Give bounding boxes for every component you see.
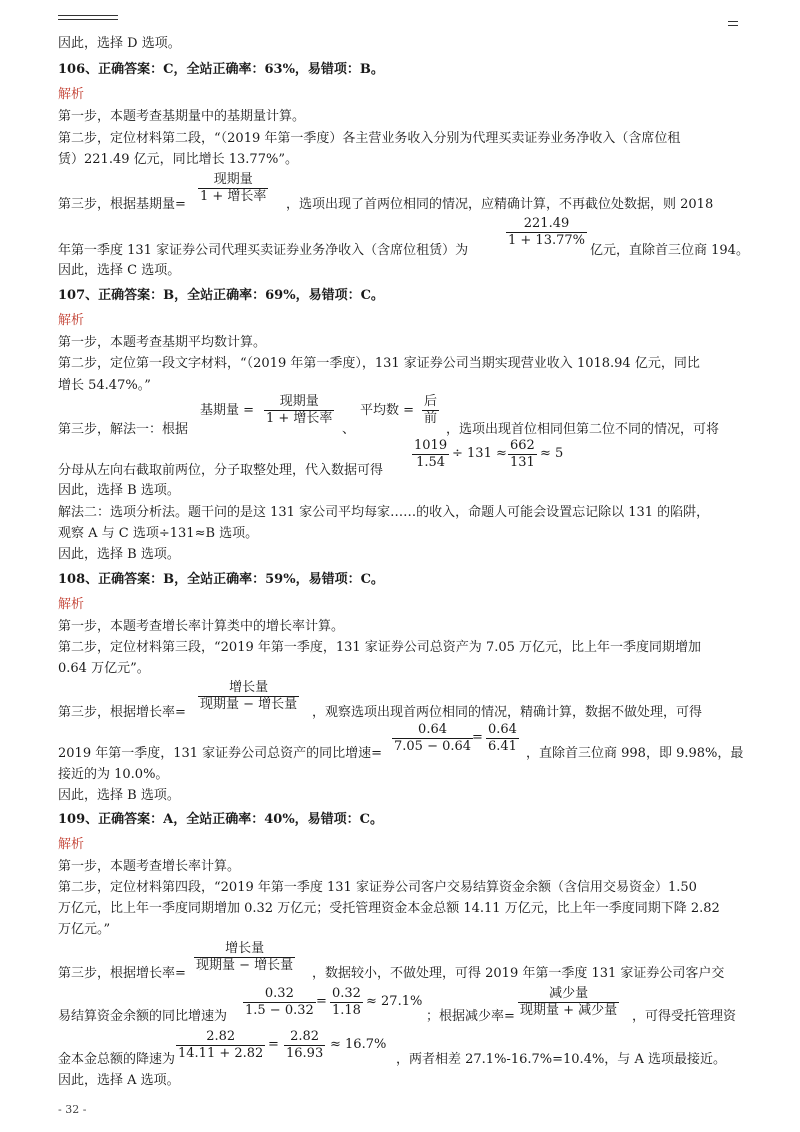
text-line: 因此，选择 A 选项。 [58, 1073, 180, 1088]
header-rule [58, 15, 118, 16]
formula-fraction: 现期量 1 + 增长率 [266, 394, 333, 426]
header-rule [58, 19, 118, 20]
formula-fraction: $\frac{2.82}{14.11 + 2.82}$ [178, 1029, 264, 1061]
text-line: 因此，选择 B 选项。 [58, 547, 180, 562]
formula-fraction: $\frac{0.64}{7.05 - 0.64}$ [394, 722, 472, 754]
text-line: 观察 A 与 C 选项÷131≈B 选项。 [58, 526, 259, 541]
text-line: 年第一季度 131 家证券公司代理买卖证券业务净收入（含席位租赁）为 [58, 243, 469, 258]
formula-fraction: $\frac{0.32}{1.5 - 0.32}$ [245, 986, 314, 1018]
formula-operator: = [472, 730, 483, 745]
text-line: 增长 54.47%。” [58, 378, 151, 393]
analysis-label: 解析 [58, 597, 85, 612]
formula-fraction: $\frac{0.64}{6.41}$ [488, 722, 517, 754]
text-line: ，两者相差 27.1%-16.7%=10.4%，与 A 选项最接近。 [396, 1052, 726, 1067]
formula-fraction: $\frac{662}{131}$ [510, 438, 535, 470]
question-heading-108: 108、正确答案：B，全站正确率：59%，易错项：C。 [58, 572, 384, 587]
text-line: ，选项出现首位相同但第二位不同的情况，可将 [446, 422, 720, 437]
analysis-label: 解析 [58, 837, 85, 852]
text-line: 金本金总额的降速为 [58, 1052, 176, 1067]
analysis-label: 解析 [58, 87, 85, 102]
text-line: 第三步，根据基期量= [58, 197, 186, 212]
formula-label: 基期量 = [200, 403, 255, 418]
text-line: 第二步，定位材料第四段，“2019 年第一季度 131 家证券公司客户交易结算资金余额（含信用交易资金）1.50 [58, 880, 697, 895]
text-line: 第三步，解法一：根据 [58, 422, 189, 437]
text-line: 第二步，定位材料第三段，“2019 年第一季度，131 家证券公司总资产为 7.05 万亿元，比上年一季度同期增加 [58, 640, 702, 655]
formula-operator: = [316, 994, 327, 1009]
header-mark [728, 25, 738, 26]
formula-operator: ÷ 131 ≈ [452, 446, 507, 461]
text-line: 第二步，定位第一段文字材料，“（2019 年第一季度），131 家证券公司当期实现营业收入 1018.94 亿元，同比 [58, 356, 700, 371]
formula-fraction: $\frac{0.32}{1.18}$ [332, 986, 361, 1018]
text-line: 赁）221.49 亿元，同比增长 13.77%”。 [58, 152, 298, 167]
formula-operator: ≈ 27.1% [366, 994, 423, 1009]
formula-fraction: $\frac{1019}{1.54}$ [414, 438, 448, 470]
header-mark [728, 21, 738, 22]
formula-label: 平均数 = [360, 403, 415, 418]
text-line: 接近的为 10.0%。 [58, 767, 169, 782]
question-heading-106: 106、正确答案：C，全站正确率：63%，易错项：B。 [58, 62, 384, 77]
text-line: 因此，选择 B 选项。 [58, 788, 180, 803]
text-line: 万亿元。” [58, 922, 111, 937]
formula-fraction: 减少量 现期量 + 减少量 [520, 986, 618, 1018]
question-heading-107: 107、正确答案：B，全站正确率：69%，易错项：C。 [58, 288, 384, 303]
formula-fraction: 后 前 [424, 394, 438, 426]
text-line: 因此，选择 C 选项。 [58, 263, 181, 278]
text-line: 亿元，直除首三位商 194。 [590, 243, 749, 258]
text-line: 2019 年第一季度，131 家证券公司总资产的同比增速= [58, 746, 383, 761]
question-heading-109: 109、正确答案：A，全站正确率：40%，易错项：C。 [58, 812, 384, 827]
formula-fraction: $\frac{2.82}{16.93}$ [286, 1029, 324, 1061]
formula-fraction: 增长量 现期量 − 增长量 [196, 941, 294, 973]
formula-operator: = [268, 1037, 279, 1052]
analysis-label: 解析 [58, 313, 85, 328]
text-line: 分母从左向右截取前两位，分子取整处理，代入数据可得 [58, 463, 384, 478]
formula-fraction: 现期量 1 + 增长率 [200, 172, 267, 204]
text-line: 第三步，根据增长率= [58, 966, 186, 981]
text-line: ，可得受托管理资 [632, 1009, 737, 1024]
text-line: 第三步，根据增长率= [58, 705, 186, 720]
text-line: 0.64 万亿元”。 [58, 661, 150, 676]
text-line: 解法二：选项分析法。题干问的是这 131 家公司平均每家……的收入，命题人可能会设置忘记除以 131 的陷阱， [58, 505, 710, 520]
formula-operator: ≈ 16.7% [330, 1037, 387, 1052]
text-line: ，选项出现了首两位相同的情况，应精确计算，不再截位处数据，则 2018 [286, 197, 714, 212]
text-line: ；根据减少率= [426, 1009, 515, 1024]
text-line: ，数据较小，不做处理，可得 2019 年第一季度 131 家证券公司客户交 [312, 966, 725, 981]
text-line: 第一步，本题考查增长率计算。 [58, 859, 241, 874]
text-line: 第一步，本题考查基期量中的基期量计算。 [58, 109, 306, 124]
text-line: 因此，选择 D 选项。 [58, 36, 181, 51]
text-line: 易结算资金余额的同比增速为 [58, 1009, 228, 1024]
text-line: 第一步，本题考查增长率计算类中的增长率计算。 [58, 619, 345, 634]
formula-fraction: 增长量 现期量 − 增长量 [200, 680, 298, 712]
formula-fraction: $\frac{221.49}{1 + 13.77\%}$ [508, 216, 585, 248]
formula-operator: ≈ 5 [540, 446, 564, 461]
text-line: 第二步，定位材料第二段，“（2019 年第一季度）各主营业务收入分别为代理买卖证券业务净收入（含席位租 [58, 131, 681, 146]
text-line: ，观察选项出现首两位相同的情况，精确计算，数据不做处理，可得 [312, 705, 703, 720]
text-line: 万亿元，比上年一季度同期增加 0.32 万亿元；受托管理资金本金总额 14.11 万亿元，比上年一季度同期下降 2.82 [58, 901, 720, 916]
text-line: 第一步，本题考查基期平均数计算。 [58, 335, 267, 350]
text-line: ，直除首三位商 998，即 9.98%，最 [526, 746, 744, 761]
page-number: - 32 - [58, 1103, 87, 1116]
text-line: 、 [342, 422, 356, 437]
text-line: 因此，选择 B 选项。 [58, 483, 180, 498]
